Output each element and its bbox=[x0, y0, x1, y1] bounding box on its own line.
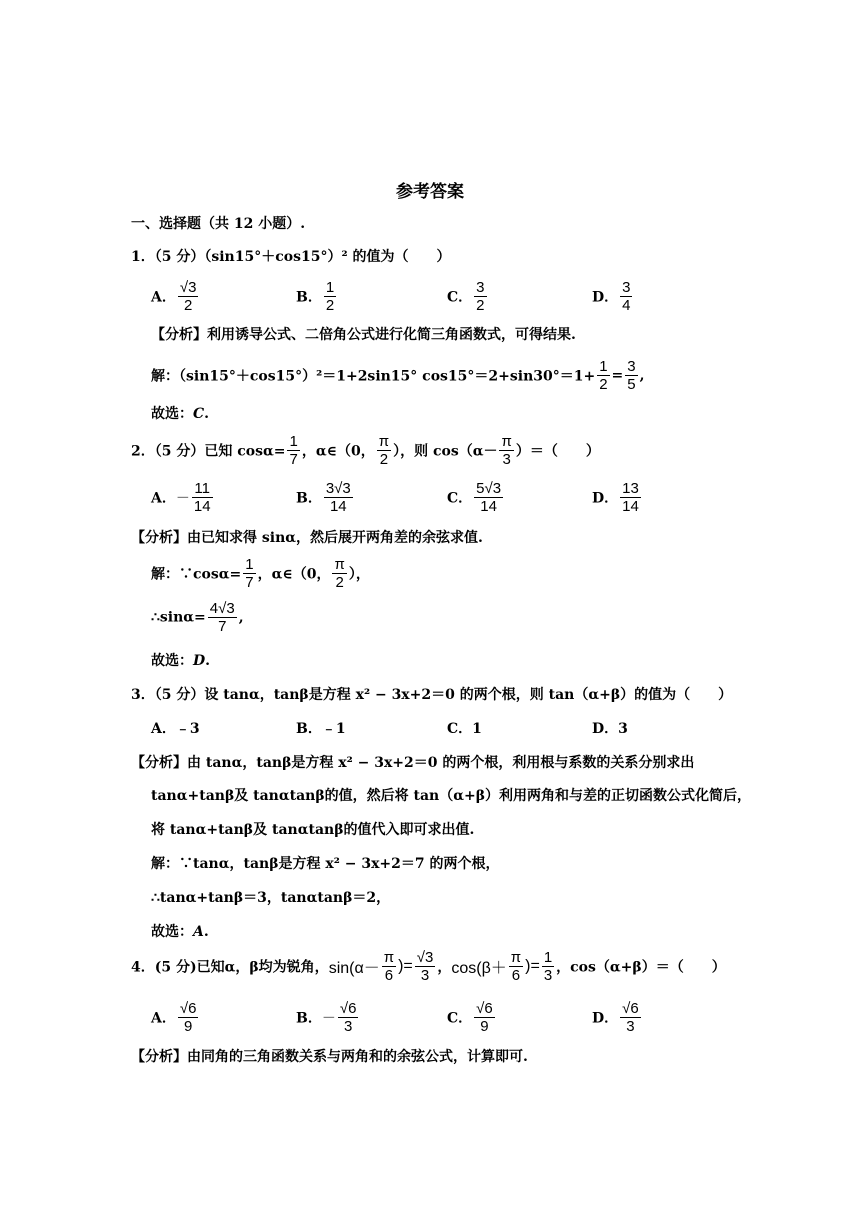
fraction-numerator: 13 bbox=[622, 480, 639, 497]
fraction-numerator: √6 bbox=[476, 1000, 493, 1017]
fraction-numerator: π bbox=[501, 433, 512, 450]
stem-text: ， bbox=[437, 959, 452, 976]
fraction-numerator: 3√3 bbox=[325, 480, 351, 497]
q2-option-c[interactable] bbox=[447, 480, 505, 515]
fraction-denominator: 14 bbox=[622, 498, 639, 515]
stem-text: 2．（5 分）已知 cosα= bbox=[131, 443, 286, 460]
q4-option-d[interactable] bbox=[592, 1000, 643, 1035]
fraction bbox=[474, 1000, 495, 1035]
fraction-denominator: 4 bbox=[622, 297, 631, 314]
fraction bbox=[324, 279, 336, 314]
fraction bbox=[620, 1000, 641, 1035]
fraction bbox=[415, 949, 436, 984]
fraction-denominator: 2 bbox=[178, 296, 199, 314]
q2-solution-line-1 bbox=[151, 556, 370, 591]
q2-answer bbox=[151, 651, 210, 671]
fraction-denominator: 2 bbox=[599, 376, 608, 393]
option-label: D． bbox=[592, 721, 619, 737]
fraction bbox=[332, 556, 346, 591]
option-value: 3 bbox=[618, 721, 628, 737]
fraction-denominator: 6 bbox=[509, 966, 523, 984]
fraction-numerator: 11 bbox=[194, 480, 210, 497]
option-label: B． bbox=[296, 289, 322, 306]
q3-stem: 3．（5 分）设 tanα，tanβ是方程 x² − 3x+2＝0 的两个根，则 tan（α+β）的值为（ ） bbox=[131, 687, 733, 703]
q2-option-d[interactable] bbox=[592, 480, 643, 515]
fraction bbox=[377, 433, 391, 468]
option-label: C． bbox=[447, 289, 473, 306]
solution-text: , bbox=[639, 367, 645, 384]
option-label: D． bbox=[592, 1010, 619, 1027]
q1-answer bbox=[151, 404, 209, 424]
option-value: ﹣1 bbox=[321, 721, 346, 737]
fraction bbox=[509, 949, 523, 984]
fraction-denominator: 14 bbox=[324, 497, 353, 515]
fraction bbox=[382, 949, 396, 984]
stem-text: ，α∈（0， bbox=[301, 443, 375, 460]
fraction bbox=[243, 556, 255, 591]
fraction bbox=[338, 1000, 359, 1035]
answer-letter: D bbox=[193, 653, 206, 669]
option-label: C． bbox=[447, 721, 473, 737]
q1-solution bbox=[151, 358, 645, 393]
option-value: ﹣3 bbox=[175, 721, 200, 737]
fraction bbox=[324, 480, 353, 515]
q3-analysis-line-1: 【分析】由 tanα，tanβ是方程 x² − 3x+2＝0 的两个根，利用根与系数的关系分别求出 bbox=[131, 755, 695, 771]
fraction bbox=[178, 1000, 199, 1035]
option-label: D． bbox=[592, 490, 619, 507]
q1-option-b[interactable] bbox=[296, 279, 338, 314]
fraction-numerator: π bbox=[378, 433, 390, 450]
stem-formula: sin(α－ bbox=[328, 960, 380, 977]
answer-letter: A bbox=[193, 924, 204, 940]
solution-text: 解：（sin15°＋cos15°）²＝1+2sin15° cos15°＝2+sin30°＝1+ bbox=[151, 368, 596, 385]
option-label: A． bbox=[151, 490, 176, 507]
fraction-denominator: 2 bbox=[325, 297, 335, 314]
q2-stem bbox=[131, 433, 600, 468]
fraction bbox=[178, 279, 199, 314]
solution-text: ，α∈（0， bbox=[257, 566, 331, 583]
fraction-numerator: √3 bbox=[179, 279, 197, 296]
fraction bbox=[620, 480, 641, 515]
option-value: 1 bbox=[472, 721, 482, 737]
fraction-denominator: 3 bbox=[499, 450, 513, 468]
fraction-numerator: √3 bbox=[416, 949, 434, 966]
q2-analysis: 【分析】由已知求得 sinα，然后展开两角差的余弦求值. bbox=[131, 530, 483, 546]
fraction-denominator: 5 bbox=[627, 376, 636, 393]
equals-sign: = bbox=[611, 367, 624, 384]
fraction-denominator: 3 bbox=[415, 966, 436, 984]
stem-formula: )= bbox=[525, 957, 540, 975]
solution-text: , bbox=[238, 609, 244, 626]
q4-option-b[interactable] bbox=[296, 1000, 360, 1035]
fraction bbox=[287, 433, 299, 468]
fraction-numerator: 4√3 bbox=[209, 600, 235, 617]
q3-option-b[interactable] bbox=[296, 719, 346, 739]
q3-option-c[interactable] bbox=[447, 719, 482, 739]
answer-suffix: . bbox=[204, 406, 210, 422]
fraction bbox=[208, 600, 237, 635]
fraction-denominator: 7 bbox=[245, 574, 254, 591]
q4-stem bbox=[131, 949, 726, 984]
fraction-numerator: 3 bbox=[622, 279, 631, 296]
stem-text: ），则 cos（α－ bbox=[393, 443, 498, 460]
option-label: B． bbox=[296, 1010, 322, 1027]
answer-suffix: . bbox=[205, 653, 211, 669]
fraction-numerator: √6 bbox=[179, 1000, 197, 1017]
q2-option-a[interactable] bbox=[151, 480, 215, 515]
fraction-denominator: 3 bbox=[543, 967, 553, 984]
q1-stem: 1．（5 分）（sin15°＋cos15°）² 的值为（ ） bbox=[131, 249, 451, 265]
fraction-denominator: 9 bbox=[474, 1017, 495, 1035]
q4-analysis: 【分析】由同角的三角函数关系与两角和的余弦公式，计算即可. bbox=[131, 1049, 528, 1065]
q1-option-a[interactable] bbox=[151, 279, 200, 314]
fraction-denominator: 2 bbox=[476, 297, 485, 314]
option-label: B． bbox=[296, 721, 322, 737]
fraction-denominator: 7 bbox=[289, 451, 298, 468]
fraction-denominator: 14 bbox=[193, 498, 211, 515]
fraction-denominator: 14 bbox=[474, 497, 503, 515]
q4-option-c[interactable] bbox=[447, 1000, 497, 1035]
q3-answer bbox=[151, 922, 209, 942]
q3-option-d[interactable] bbox=[592, 719, 628, 739]
fraction bbox=[620, 279, 632, 314]
fraction-numerator: 1 bbox=[289, 433, 298, 450]
option-label: A． bbox=[151, 721, 176, 737]
fraction bbox=[192, 480, 213, 515]
answer-letter: C bbox=[193, 406, 205, 422]
minus-sign: － bbox=[321, 1009, 336, 1026]
answer-suffix: . bbox=[203, 924, 209, 940]
option-label: D． bbox=[592, 289, 619, 306]
q3-analysis-line-3: 将 tanα+tanβ及 tanαtanβ的值代入即可求出值. bbox=[151, 822, 475, 838]
solution-text: ∴sinα= bbox=[151, 609, 206, 626]
q3-analysis-line-2: tanα+tanβ及 tanαtanβ的值，然后将 tan（α+β）利用两角和与差的正切函数公式化简后， bbox=[151, 788, 752, 804]
q2-option-b[interactable] bbox=[296, 480, 355, 515]
option-label: C． bbox=[447, 490, 473, 507]
fraction-denominator: 2 bbox=[332, 573, 346, 591]
fraction-numerator: π bbox=[383, 949, 395, 966]
fraction-denominator: 3 bbox=[338, 1017, 359, 1035]
fraction-numerator: 3 bbox=[627, 358, 636, 375]
option-label: C． bbox=[447, 1010, 473, 1027]
fraction-numerator: 3 bbox=[476, 279, 485, 296]
fraction-denominator: 6 bbox=[382, 966, 396, 984]
q1-option-c[interactable] bbox=[447, 279, 489, 314]
fraction bbox=[542, 949, 554, 984]
stem-text: ，cos（α+β）＝（ ） bbox=[556, 959, 726, 976]
fraction bbox=[499, 433, 513, 468]
q2-solution-line-2 bbox=[151, 600, 244, 635]
q4-option-a[interactable] bbox=[151, 1000, 200, 1035]
solution-text: ）， bbox=[348, 566, 370, 583]
option-label: B． bbox=[296, 490, 322, 507]
answer-prefix: 故选： bbox=[151, 406, 193, 422]
fraction-denominator: 2 bbox=[377, 450, 391, 468]
stem-formula: cos(β＋ bbox=[451, 960, 507, 977]
q3-solution-line-2: ∴tanα+tanβ＝3，tanαtanβ＝2， bbox=[151, 890, 391, 906]
stem-formula: )= bbox=[398, 957, 413, 975]
fraction-numerator: π bbox=[510, 949, 522, 966]
stem-text: 4．(5 分)已知α，β均为锐角， bbox=[131, 959, 329, 976]
fraction bbox=[474, 480, 503, 515]
fraction-numerator: √6 bbox=[339, 1000, 357, 1017]
fraction bbox=[625, 358, 637, 393]
q3-option-a[interactable] bbox=[151, 719, 200, 739]
fraction-numerator: 1 bbox=[599, 358, 608, 375]
answer-prefix: 故选： bbox=[151, 653, 193, 669]
minus-sign: － bbox=[175, 489, 190, 506]
fraction-numerator: 1 bbox=[543, 949, 553, 966]
page-title: 参考答案 bbox=[396, 182, 464, 202]
q1-analysis: 【分析】利用诱导公式、二倍角公式进行化简三角函数式，可得结果. bbox=[151, 327, 576, 343]
fraction-numerator: 1 bbox=[325, 279, 335, 296]
stem-text: ）＝（ ） bbox=[515, 443, 600, 460]
fraction-numerator: π bbox=[334, 556, 345, 573]
option-label: A． bbox=[151, 289, 176, 306]
fraction-numerator: 1 bbox=[245, 556, 254, 573]
option-label: A． bbox=[151, 1010, 176, 1027]
fraction-denominator: 3 bbox=[620, 1017, 641, 1035]
fraction-denominator: 9 bbox=[178, 1017, 199, 1035]
fraction bbox=[474, 279, 486, 314]
section-heading: 一、选择题（共 12 小题）. bbox=[131, 216, 306, 232]
answer-prefix: 故选： bbox=[151, 924, 193, 940]
fraction bbox=[597, 358, 609, 393]
fraction-numerator: √6 bbox=[622, 1000, 639, 1017]
q1-option-d[interactable] bbox=[592, 279, 634, 314]
solution-text: 解：∵cosα= bbox=[151, 566, 242, 583]
fraction-numerator: 5√3 bbox=[476, 480, 502, 497]
q3-solution-line-1: 解：∵tanα，tanβ是方程 x² − 3x+2＝7 的两个根， bbox=[151, 856, 500, 872]
fraction-denominator: 7 bbox=[208, 617, 237, 635]
